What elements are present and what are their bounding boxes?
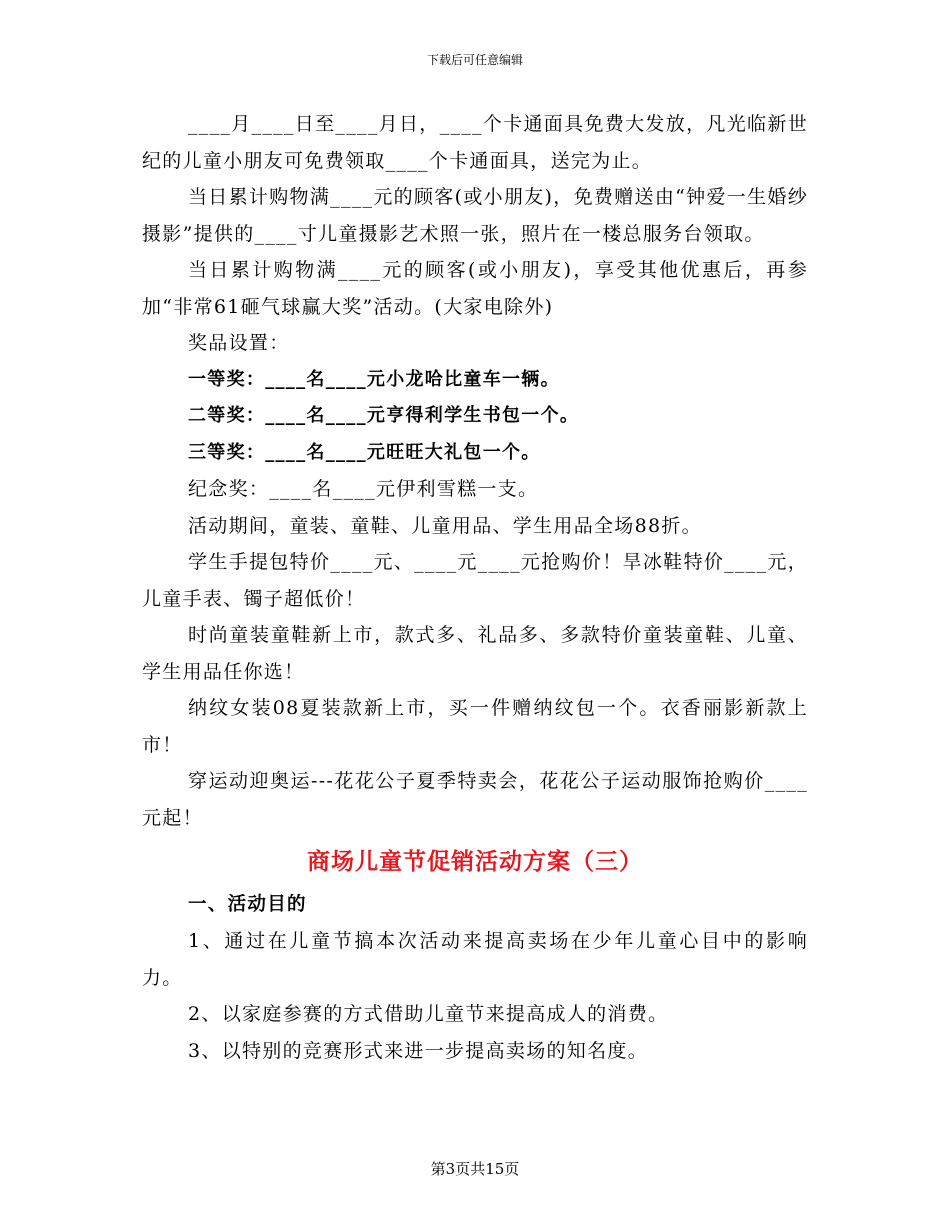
paragraph-womens-wear: 纳纹女装08夏装款新上市，买一件赠纳纹包一个。衣香丽影新款上市！: [142, 697, 808, 756]
prize-third: 三等奖：____名____元旺旺大礼包一个。: [188, 441, 541, 463]
paragraph-bag-sale: 学生手提包特价____元、____元____元抢购价！旱冰鞋特价____元，儿童手表、镯子超低价！: [142, 551, 808, 610]
paragraph-discount: 活动期间，童装、童鞋、儿童用品、学生用品全场88折。: [188, 514, 702, 537]
paragraph-prize-setup: 奖品设置：: [188, 332, 290, 354]
document-body: [142, 106, 808, 1069]
section-title: 商场儿童节促销活动方案（三）: [307, 849, 643, 875]
paragraph-new-arrivals: 时尚童装童鞋新上市，款式多、礼品多、多款特价童装童鞋、儿童、学生用品任你选！: [142, 624, 808, 683]
section-heading: 一、活动目的: [188, 894, 307, 915]
page-header: 下载后可任意编辑: [426, 53, 523, 67]
paragraph-mask-giveaway: ____月____日至____月日，____个卡通面具免费大发放，凡光临新世纪的儿童小朋友可免费领取____个卡通面具，送完为止。: [142, 113, 808, 172]
prize-first: 一等奖：____名____元小龙哈比童车一辆。: [188, 368, 560, 390]
paragraph-balloon-event: 当日累计购物满____元的顾客(或小朋友)，享受其他优惠后，再参加“非常61砸气球赢大奖”活动。(大家电除外): [142, 259, 808, 318]
page-footer: 第3页共15页: [430, 1160, 520, 1178]
objective-item-3: 3、以特别的竞赛形式来进一步提高卖场的知名度。: [188, 1039, 648, 1062]
prize-second: 二等奖：____名____元亨得利学生书包一个。: [188, 405, 580, 426]
objective-item-2: 2、以家庭参赛的方式借助儿童节来提高成人的消费。: [188, 1003, 669, 1025]
paragraph-photo-gift: 当日累计购物满____元的顾客(或小朋友)，免费赠送由“钟爱一生婚纱摄影”提供的____寸儿童摄影艺术照一张，照片在一楼总服务台领取。: [142, 186, 808, 245]
paragraph-sportswear: 穿运动迎奥运---花花公子夏季特卖会，花花公子运动服饰抢购价____元起！: [142, 770, 808, 829]
objective-item-1: 1、通过在儿童节搞本次活动来提高卖场在少年儿童心目中的影响力。: [142, 930, 808, 989]
prize-souvenir: 纪念奖：____名____元伊利雪糕一支。: [188, 478, 539, 500]
